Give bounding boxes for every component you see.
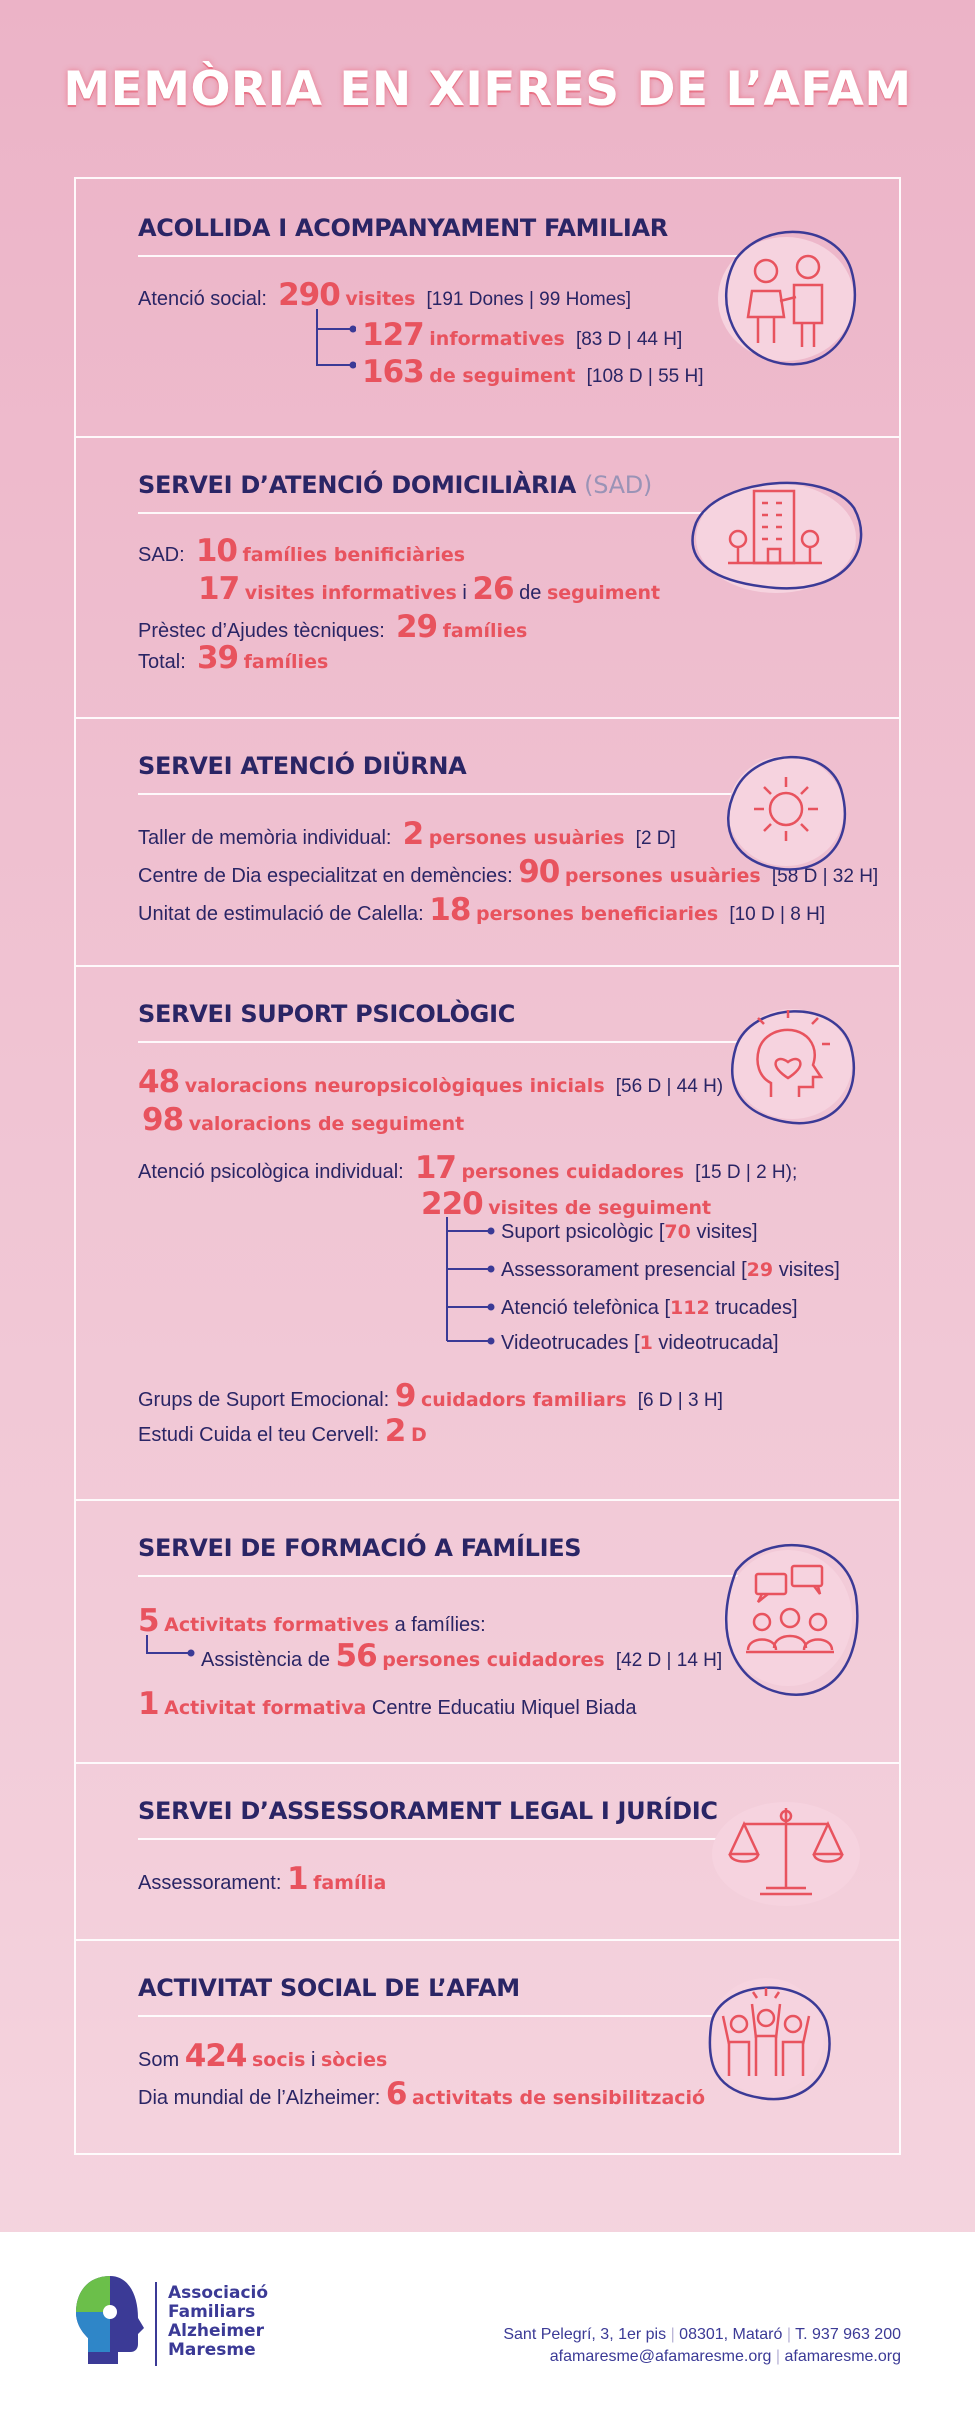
- section-divider: [138, 1575, 758, 1577]
- stat-line: Assessorament: 1 família: [138, 1861, 387, 1897]
- section-divider: [138, 2015, 758, 2017]
- stat-line: 5 Activitats formatives a famílies:: [138, 1603, 486, 1639]
- stat-line: 127 informatives [83 D | 44 H]: [362, 317, 683, 353]
- section-divider: [138, 1838, 758, 1840]
- stat-line: Prèstec d’Ajudes tècniques: 29 famílies: [138, 609, 528, 645]
- postcode: 08301, Mataró: [679, 2326, 783, 2343]
- stat-line: Estudi Cuida el teu Cervell: 2 D: [138, 1413, 427, 1449]
- section-legal: [76, 1764, 899, 1941]
- tree-connector: [316, 309, 356, 379]
- tree-connector: [146, 1635, 196, 1665]
- tree-connector: [446, 1217, 496, 1347]
- stat-subline: Videotrucades [1 videotrucada]: [501, 1332, 779, 1354]
- section-title: SERVEI SUPORT PSICOLÒGIC: [138, 1000, 516, 1028]
- section-title: SERVEI D’ASSESSORAMENT LEGAL I JURÍDIC: [138, 1797, 718, 1825]
- stats-panel: [74, 177, 901, 2155]
- stat-line: Som 424 socis i sòcies: [138, 2038, 388, 2074]
- logo-text: Associació Familiars Alzheimer Maresme: [168, 2283, 269, 2360]
- section-sad: [76, 438, 899, 719]
- logo-divider: [155, 2282, 157, 2366]
- stat-line: 1 Activitat formativa Centre Educatiu Miquel Biada: [138, 1686, 637, 1722]
- stat-line: 163 de seguiment [108 D | 55 H]: [362, 354, 704, 390]
- section-diurna: [76, 719, 899, 967]
- stat-subline: Suport psicològic [70 visites]: [501, 1221, 758, 1243]
- group-chat-icon: [706, 1526, 866, 1706]
- stat-line: 17 visites informatives i 26 de seguiment: [198, 571, 661, 607]
- contact-info: Sant Pelegrí, 3, 1er pis | 08301, Mataró | T. 937 963 200 afamaresme@afamaresme.org | afamaresme.org: [503, 2326, 901, 2365]
- section-divider: [138, 255, 758, 257]
- phone: T. 937 963 200: [795, 2326, 901, 2343]
- stat-subline: Atenció telefònica [112 trucades]: [501, 1297, 798, 1319]
- scales-icon: [706, 1794, 866, 1914]
- section-title: SERVEI D’ATENCIÓ DOMICILIÀRIA (SAD): [138, 471, 652, 499]
- stat-line: SAD: 10 famílies benificiàries: [138, 533, 466, 569]
- stat-line: 220 visites de seguiment: [421, 1186, 712, 1222]
- sun-icon: [716, 739, 856, 879]
- section-title: SERVEI DE FORMACIÓ A FAMÍLIES: [138, 1534, 582, 1562]
- section-divider: [138, 512, 758, 514]
- stat-subline: Assessorament presencial [29 visites]: [501, 1259, 840, 1281]
- page-title: MEMÒRIA EN XIFRES DE L’AFAM: [63, 62, 912, 117]
- stat-line: Atenció social: 290 visites [191 Dones | 99 Homes]: [138, 277, 632, 313]
- stat-line: Taller de memòria individual: 2 persones usuàries [2 D]: [138, 816, 676, 852]
- stat-line: Grups de Suport Emocional: 9 cuidadors familiars [6 D | 3 H]: [138, 1378, 723, 1414]
- stat-line: Assistència de 56 persones cuidadores [42 D | 14 H]: [201, 1638, 723, 1674]
- stat-line: Centre de Dia especialitzat en demències: 90 persones usuàries [58 D | 32 H]: [138, 854, 879, 890]
- section-formacio: [76, 1501, 899, 1764]
- stat-line: Atenció psicològica individual: 17 persones cuidadores [15 D | 2 H);: [138, 1150, 798, 1186]
- stat-line: 98 valoracions de seguiment: [142, 1102, 465, 1138]
- web-link[interactable]: afamaresme.org: [784, 2348, 901, 2365]
- email-link[interactable]: afamaresme@afamaresme.org: [549, 2348, 772, 2365]
- stat-line: Total: 39 famílies: [138, 640, 329, 676]
- section-psico: [76, 967, 899, 1501]
- section-title: ACOLLIDA I ACOMPANYAMENT FAMILIAR: [138, 214, 668, 242]
- high-five-icon: [691, 1966, 841, 2106]
- stat-line: 48 valoracions neuropsicològiques inicials [56 D | 44 H): [138, 1064, 724, 1100]
- head-heart-icon: [716, 992, 866, 1132]
- address: Sant Pelegrí, 3, 1er pis: [503, 2326, 667, 2343]
- afam-logo-icon: [74, 2272, 146, 2373]
- section-divider: [138, 1041, 758, 1043]
- section-acollida: [76, 179, 899, 438]
- stat-line: Unitat de estimulació de Calella: 18 persones beneficiaries [10 D | 8 H]: [138, 892, 826, 928]
- section-social: [76, 1941, 899, 2155]
- stat-line: Dia mundial de l’Alzheimer: 6 activitats de sensibilització: [138, 2076, 706, 2112]
- section-divider: [138, 793, 758, 795]
- section-title: ACTIVITAT SOCIAL DE L’AFAM: [138, 1974, 520, 2002]
- footer: [0, 2232, 975, 2422]
- section-title: SERVEI ATENCIÓ DIÜRNA: [138, 752, 467, 780]
- building-icon: [676, 463, 876, 603]
- family-icon: [706, 209, 866, 379]
